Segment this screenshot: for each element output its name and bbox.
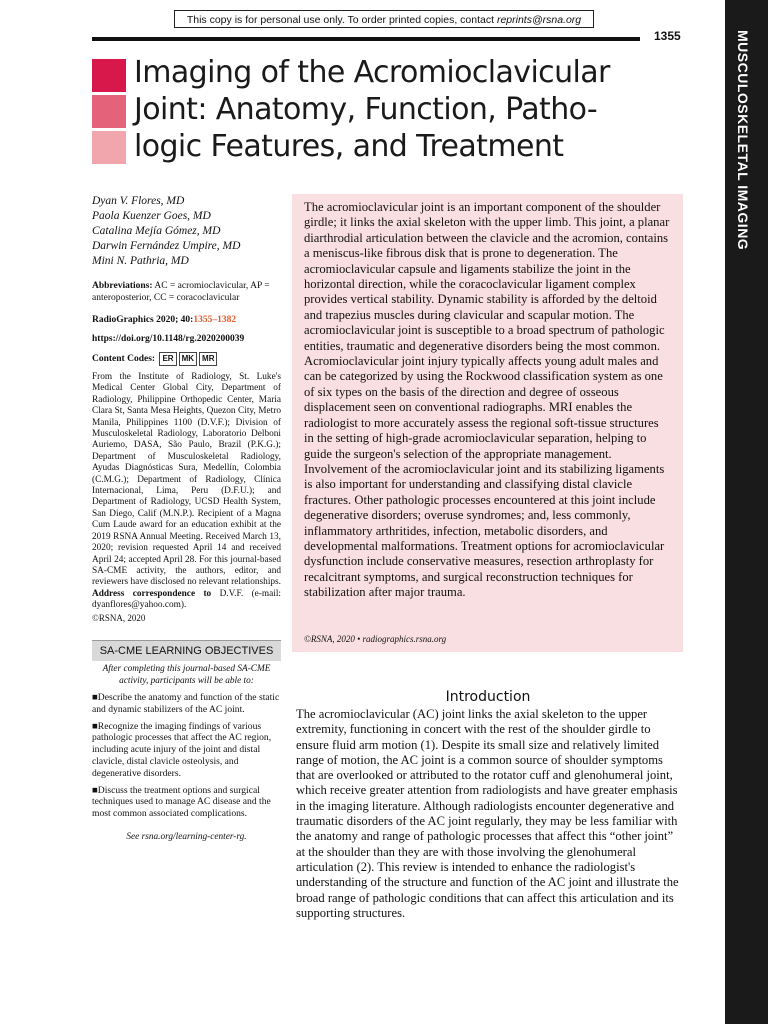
content-code-badge: ER [159, 352, 176, 366]
objectives-list [92, 692, 281, 825]
content-code-badge: MR [199, 352, 217, 366]
objectives-intro: After completing this journal-based SA-CME activity, participants will be able to: [102, 664, 271, 686]
introduction-text: The acromioclavicular (AC) joint links the axial skeleton to the upper extremity, functioning in concert with the rest of the shoulder girdle to ensure fluid arm motion (1). Despite its small size and relatively limited range of motion, the AC joint is a common source of shoulder symptoms that are overlooked or attributed to the rotator cuff and glenohumeral joint, which receive greater attention from radiologists and have greater emphasis in the imaging literature. Although radiologists encounter degenerative and traumatic disorders of the AC joint regularly, they may be less familiar with the anatomy and range of pathologic processes that affect this “other joint” at the shoulder than they are with those involving the glenohumeral articulation (2). This review is intended to enhance the radiologist's understanding of the structure and function of the AC joint and illustrate the broad range of pathologic conditions that can affect this articulation and its supporting structures. [296, 707, 679, 920]
content-codes-label: Content Codes: [92, 354, 156, 364]
reprint-notice [174, 10, 594, 28]
abbreviations-text: AC = acromioclavicular, AP = anteroposterior, CC = coracoclavicular [92, 281, 270, 303]
correspondence-label: Address correspondence to [92, 588, 212, 599]
affiliations [92, 372, 281, 612]
abbreviations [92, 281, 282, 304]
citation-pages[interactable]: 1355–1382 [193, 315, 237, 325]
page-number: 1355 [654, 29, 681, 43]
section-label: MUSCULOSKELETAL IMAGING [735, 30, 751, 251]
citation [92, 315, 282, 327]
article-title [134, 54, 694, 165]
title-line: Imaging of the Acromioclavicular [134, 55, 610, 90]
introduction-heading: Introduction [445, 689, 531, 705]
objective-item: ■Recognize the imaging findings of various pathologic processes that affect the AC region, including acute injury of the joint and distal clavicle, distal clavicle osteolysis, and degenerative disorders. [92, 720, 272, 779]
author: Mini N. Pathria, MD [92, 255, 189, 267]
title-line: logic Features, and Treatment [134, 129, 564, 164]
learning-center-link[interactable]: See rsna.org/learning-center-rg. [126, 832, 247, 842]
author: Catalina Mejía Gómez, MD [92, 225, 221, 237]
reprint-email-link[interactable]: reprints@rsna.org [496, 14, 582, 26]
abstract-text: The acromioclavicular joint is an important component of the shoulder girdle; it links the axial skeleton with the upper limb. This joint, a planar diarthrodial articulation between the clavicle and the acromion, contains a meniscus-like fibrous disk that is prone to degeneration. The acromioclavicular capsule and ligaments stabilize the joint in the horizontal direction, while the coracoclavicular ligament complex provides vertical stability. Dynamic stability is afforded by the deltoid and trapezius muscles during clavicular and scapular motion. The acromioclavicular joint is susceptible to a broad spectrum of pathologic entities, traumatic and degenerative disorders being the most common. Acromioclavicular joint injury typically affects young adult males and can be categorized by using the Rockwood classification system as one of six types on the basis of the direction and degree of osseous displacement seen on conventional radiographs. MRI enables the radiologist to more accurately assess the regional soft-tissue structures in the setting of high-grade acromioclavicular separation, helping to guide the surgeon's selection of the appropriate management. Involvement of the acromioclavicular joint and its stabilizing ligaments is also important for understanding and classifying distal clavicle fractures. Other pathologic processes encountered at this joint include degenerative disorders; overuse syndromes; and, less commonly, inflammatory arthritides, infection, metabolic disorders, and developmental malformations. Treatment options for acromioclavicular dysfunction include conservative measures, resection arthroplasty for recalcitrant symptoms, and surgical reconstruction techniques for stabilization after major trauma. [304, 200, 670, 600]
content-codes [92, 352, 282, 366]
reprint-notice-text: This copy is for personal use only. To order printed copies, contact [186, 14, 497, 26]
author: Paola Kuenzer Goes, MD [92, 210, 211, 222]
abbreviations-label: Abbreviations: [92, 281, 153, 291]
objectives-heading: SA-CME LEARNING OBJECTIVES [92, 640, 281, 661]
citation-journal: RadioGraphics 2020; 40: [92, 315, 194, 325]
author: Dyan V. Flores, MD [92, 195, 185, 207]
affiliations-text: From the Institute of Radiology, St. Luke's Medical Center Global City, Department of Radiology, Philippine Orthopedic Center, Maria Clara St, Santa Mesa Heights, Quezon City, Metro Manila, Philippines 1100 (D.V.F.); Division of Musculoskeletal Radiology, Laboratorio Delboni Auriemo, DASA, São Paulo, Brazil (P.K.G.); Department of Musculoskeletal Radiology, Ayudas Diagnósticas Sura, Medellín, Colombia (C.M.G.); Department of Radiology, Clínica Internacional, Lima, Peru (D.F.U.); and Department of Radiology, UCSD Health System, San Diego, Calif (M.N.P.). Recipient of a Magna Cum Laude award for an education exhibit at the 2019 RSNA Annual Meeting. Received March 13, 2020; revision requested April 14 and received April 24; accepted April 28. For this journal-based SA-CME activity, the authors, editor, and reviewers have disclosed no relevant relationships. [92, 372, 281, 588]
doi-link[interactable]: https://doi.org/10.1148/rg.2020200039 [92, 334, 245, 344]
abstract-copyright: ©RSNA, 2020 • radiographics.rsna.org [304, 634, 447, 644]
copyright: ©RSNA, 2020 [92, 613, 146, 623]
content-code-badge: MK [179, 352, 197, 366]
title-line: Joint: Anatomy, Function, Patho- [134, 92, 598, 127]
title-square-light [92, 131, 126, 164]
correspondence-text: D.V.F. (e-mail: dyanflores@yahoo.com). [92, 588, 281, 611]
objective-item: ■Describe the anatomy and function of the static and dynamic stabilizers of the AC joint. [92, 692, 280, 715]
author-list [92, 194, 240, 269]
title-square-dark [92, 59, 126, 92]
author: Darwin Fernández Umpire, MD [92, 240, 241, 252]
abstract-box [292, 194, 683, 652]
title-square-medium [92, 95, 126, 128]
objective-item: ■Discuss the treatment options and surgical techniques used to manage AC disease and the most common associated complications. [92, 784, 271, 820]
header-rule [92, 37, 640, 41]
